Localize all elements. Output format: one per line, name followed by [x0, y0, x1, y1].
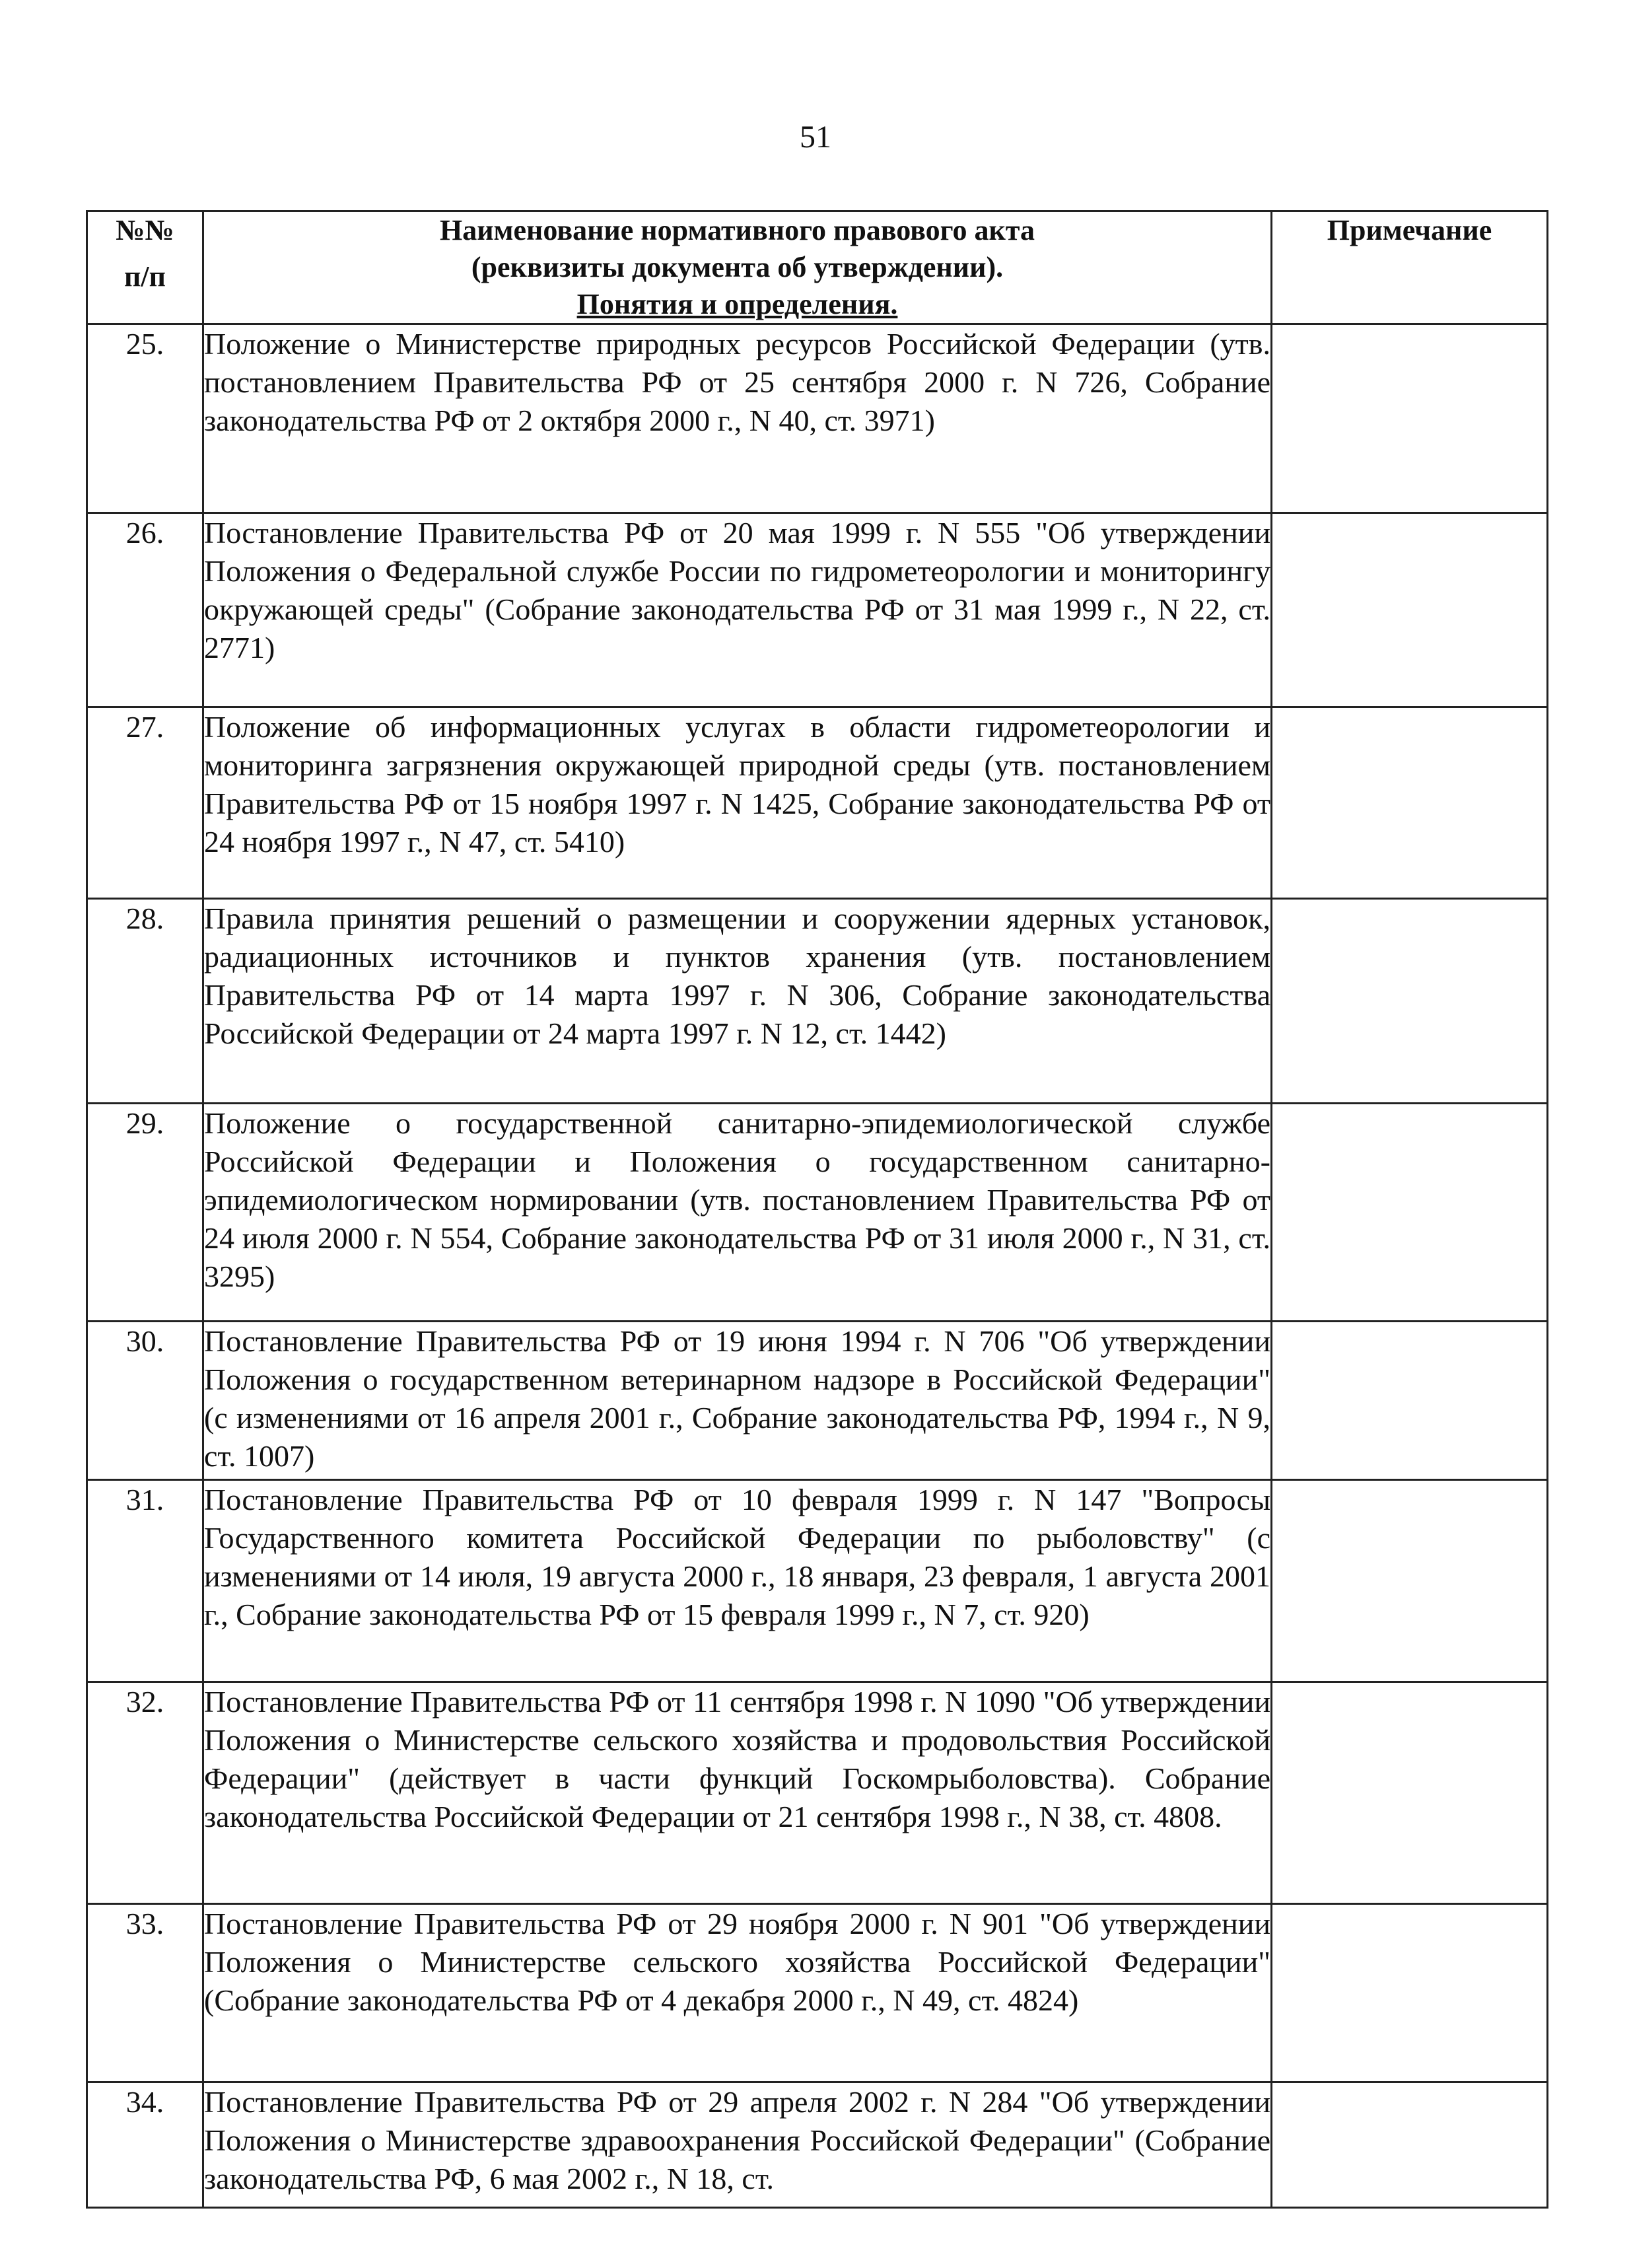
- header-name: [203, 211, 1272, 324]
- row-number: 25.: [87, 324, 203, 513]
- header-number-line1: №№: [116, 214, 174, 246]
- row-note: [1272, 324, 1548, 513]
- row-text: Постановление Правительства РФ от 20 мая 1999 г. N 555 "Об утверждении Положения о Федеральной службе России по гидрометеорологии и мониторингу окружающей среды" (Собрание законодательства РФ от 31 мая 1999 г., N 22, ст. 2771): [203, 513, 1272, 707]
- row-number: 33.: [87, 1904, 203, 2082]
- row-number: 31.: [87, 1480, 203, 1682]
- row-text: Положение о государственной санитарно-эпидемиологической службе Российской Федерации и Положения о государственном санитарно-эпидемиологическом нормировании (утв. постановлением Правительства РФ от 24 июля 2000 г. N 554, Собрание законодательства РФ от 31 июля 2000 г., N 31, ст. 3295): [203, 1104, 1272, 1322]
- table-row: [87, 1104, 1548, 1322]
- row-note: [1272, 707, 1548, 899]
- row-number: 26.: [87, 513, 203, 707]
- table-row: [87, 1322, 1548, 1480]
- header-name-line1: Наименование нормативного правового акта: [439, 214, 1035, 246]
- table-header-row: [87, 211, 1548, 324]
- row-number: 30.: [87, 1322, 203, 1480]
- table-row: [87, 513, 1548, 707]
- row-text: Правила принятия решений о размещении и сооружении ядерных установок, радиационных источников и пунктов хранения (утв. постановлением Правительства РФ от 14 марта 1997 г. N 306, Собрание законодательства Российской Федерации от 24 марта 1997 г. N 12, ст. 1442): [203, 899, 1272, 1104]
- row-note: [1272, 899, 1548, 1104]
- row-note: [1272, 1904, 1548, 2082]
- row-text: Постановление Правительства РФ от 19 июня 1994 г. N 706 "Об утверждении Положения о государственном ветеринарном надзоре в Российской Федерации" (с изменениями от 16 апреля 2001 г., Собрание законодательства РФ, 1994 г., N 9, ст. 1007): [203, 1322, 1272, 1480]
- table-row: [87, 707, 1548, 899]
- row-number: 29.: [87, 1104, 203, 1322]
- row-text: Постановление Правительства РФ от 10 февраля 1999 г. N 147 "Вопросы Государственного комитета Российской Федерации по рыболовству" (с изменениями от 14 июля, 19 августа 2000 г., 18 января, 23 февраля, 1 августа 2001 г., Собрание законодательства РФ от 15 февраля 1999 г., N 7, ст. 920): [203, 1480, 1272, 1682]
- row-number: 27.: [87, 707, 203, 899]
- table-row: [87, 2082, 1548, 2208]
- row-note: [1272, 1480, 1548, 1682]
- row-text: Постановление Правительства РФ от 29 ноября 2000 г. N 901 "Об утверждении Положения о Министерстве сельского хозяйства Российской Федерации" (Собрание законодательства РФ от 4 декабря 2000 г., N 49, ст. 4824): [203, 1904, 1272, 2082]
- table-row: [87, 324, 1548, 513]
- row-text: Постановление Правительства РФ от 11 сентября 1998 г. N 1090 "Об утверждении Положения о Министерстве сельского хозяйства и продовольствия Российской Федерации" (действует в части функций Госкомрыболовства). Собрание законодательства Российской Федерации от 21 сентября 1998 г., N 38, ст. 4808.: [203, 1682, 1272, 1904]
- row-number: 32.: [87, 1682, 203, 1904]
- acts-table: [86, 210, 1548, 2209]
- row-note: [1272, 513, 1548, 707]
- table-row: [87, 899, 1548, 1104]
- table-row: [87, 1682, 1548, 1904]
- page-number: 51: [800, 120, 831, 155]
- row-note: [1272, 1322, 1548, 1480]
- header-name-line2: (реквизиты документа об утверждении).: [471, 251, 1004, 283]
- row-text: Постановление Правительства РФ от 29 апреля 2002 г. N 284 "Об утверждении Положения о Министерстве здравоохранения Российской Федерации" (Собрание законодательства РФ, 6 мая 2002 г., N 18, ст.: [203, 2082, 1272, 2208]
- row-number: 28.: [87, 899, 203, 1104]
- header-number: [87, 211, 203, 324]
- header-number-line2: п/п: [124, 260, 166, 293]
- row-text: Положение о Министерстве природных ресурсов Российской Федерации (утв. постановлением Правительства РФ от 25 сентября 2000 г. N 726, Собрание законодательства РФ от 2 октября 2000 г., N 40, ст. 3971): [203, 324, 1272, 513]
- row-note: [1272, 1682, 1548, 1904]
- row-note: [1272, 2082, 1548, 2208]
- row-note: [1272, 1104, 1548, 1322]
- header-name-line3: Понятия и определения.: [576, 288, 898, 320]
- table-row: [87, 1480, 1548, 1682]
- row-text: Положение об информационных услугах в области гидрометеорологии и мониторинга загрязнения окружающей природной среды (утв. постановлением Правительства РФ от 15 ноября 1997 г. N 1425, Собрание законодательства РФ от 24 ноября 1997 г., N 47, ст. 5410): [203, 707, 1272, 899]
- row-number: 34.: [87, 2082, 203, 2208]
- table-row: [87, 1904, 1548, 2082]
- header-note: Примечание: [1272, 211, 1548, 324]
